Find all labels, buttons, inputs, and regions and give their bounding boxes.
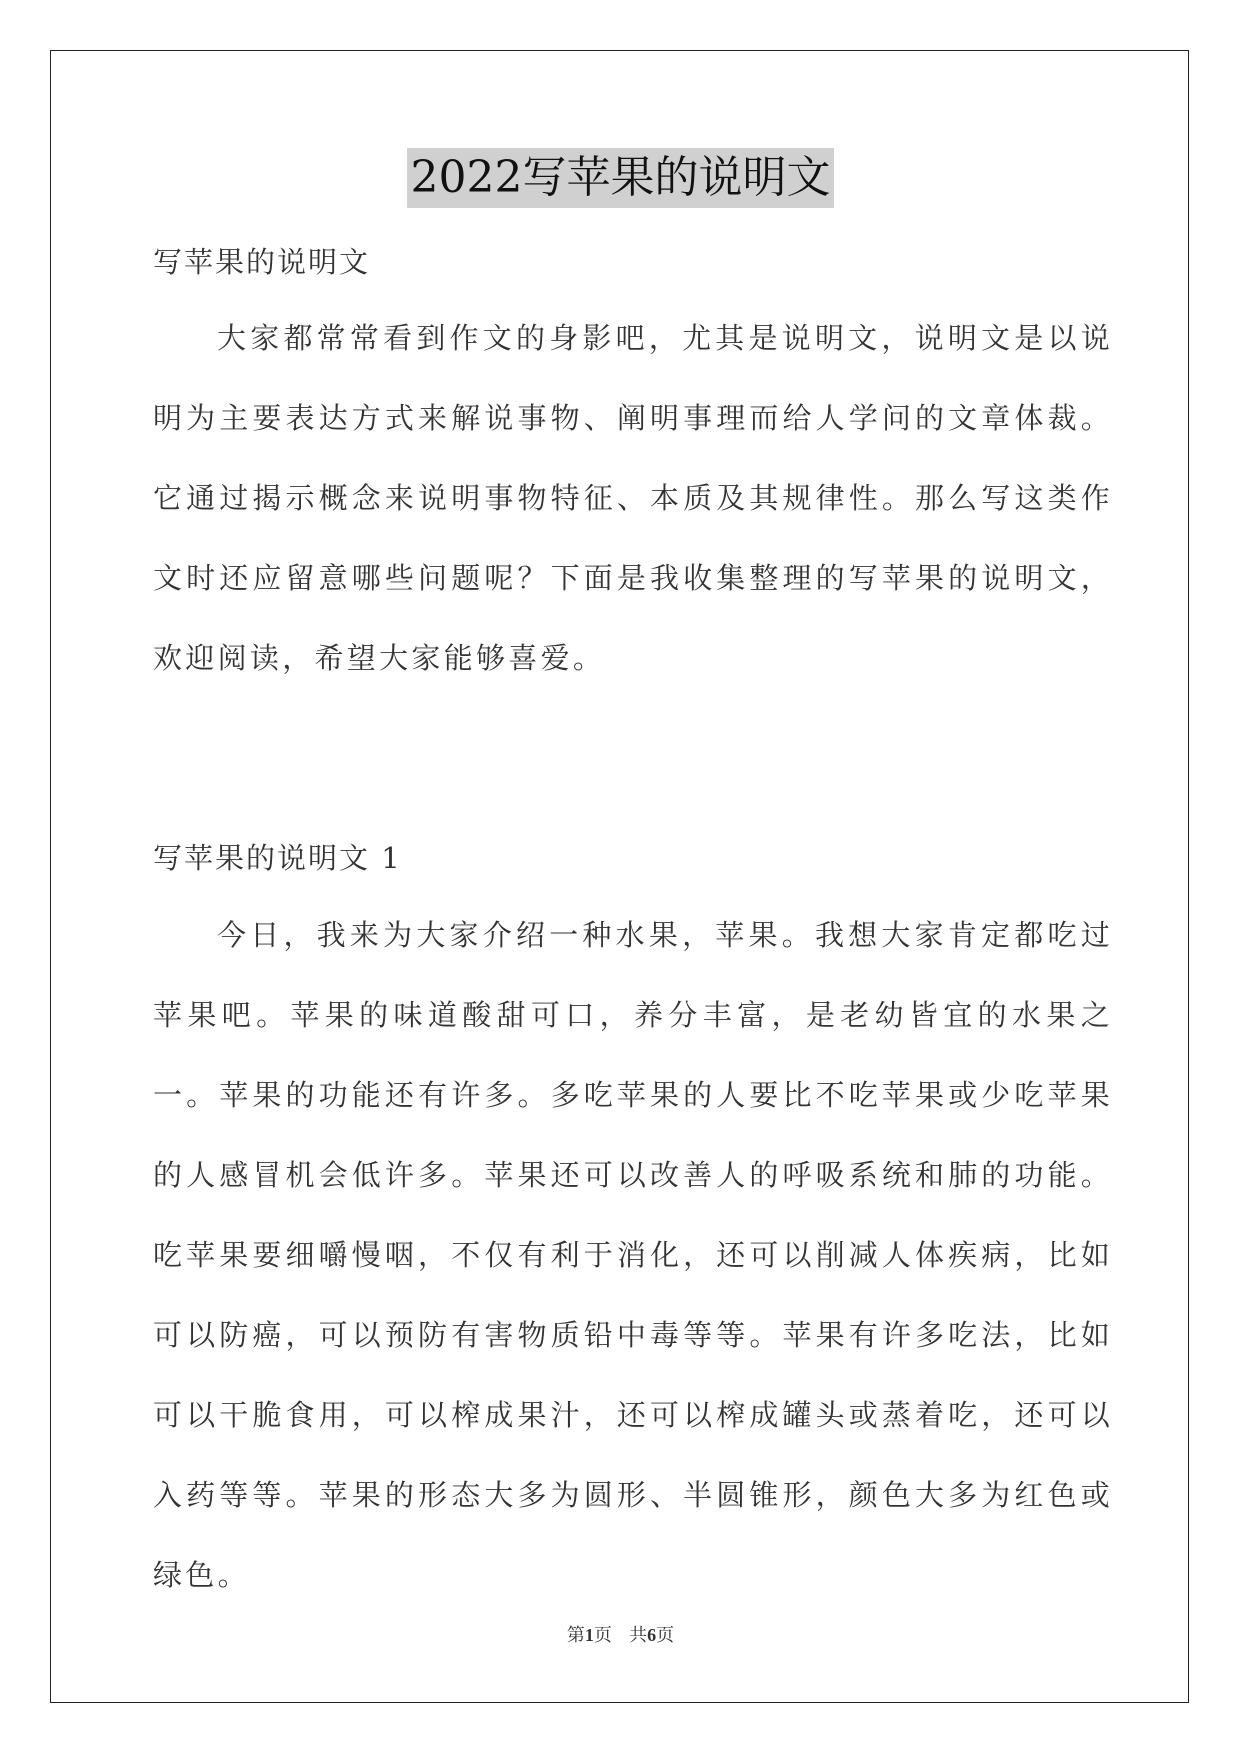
page-footer: [0, 1622, 1241, 1649]
intro-paragraph: 大家都常常看到作文的身影吧，尤其是说明文，说明文是以说明为主要表达方式来解说事物、阐明事理而给人学问的文章体裁。它通过揭示概念来说明事物特征、本质及其规律性。那么写这类作文时还应留意哪些问题呢？下面是我收集整理的写苹果的说明文，欢迎阅读，希望大家能够喜爱。: [153, 321, 1113, 675]
section-1-paragraph: 今日，我来为大家介绍一种水果，苹果。我想大家肯定都吃过苹果吧。苹果的味道酸甜可口，养分丰富，是老幼皆宜的水果之一。苹果的功能还有许多。多吃苹果的人要比不吃苹果或少吃苹果的人感冒机会低许多。苹果还可以改善人的呼吸系统和肺的功能。吃苹果要细嚼慢咽，不仅有利于消化，还可以削减人体疾病，比如可以防癌，可以预防有害物质铅中毒等等。苹果有许多吃法，比如可以干脆食用，可以榨成果汁，还可以榨成罐头或蒸着吃，还可以入药等等。苹果的形态大多为圆形、半圆锥形，颜色大多为红色或绿色。: [153, 918, 1113, 1592]
document-title: 2022写苹果的说明文: [407, 148, 835, 208]
footer-total-pages: 6: [647, 1625, 657, 1645]
footer-page-number: 1: [584, 1625, 594, 1645]
footer-page-suffix: 页: [593, 1625, 612, 1646]
section-1-heading: 写苹果的说明文 1: [153, 841, 402, 875]
footer-total-suffix: 页: [656, 1625, 675, 1646]
title-container: [0, 148, 1241, 208]
footer-page-prefix: 第: [566, 1625, 585, 1646]
footer-total-prefix: 共: [629, 1625, 648, 1646]
intro-heading: 写苹果的说明文: [153, 245, 371, 279]
